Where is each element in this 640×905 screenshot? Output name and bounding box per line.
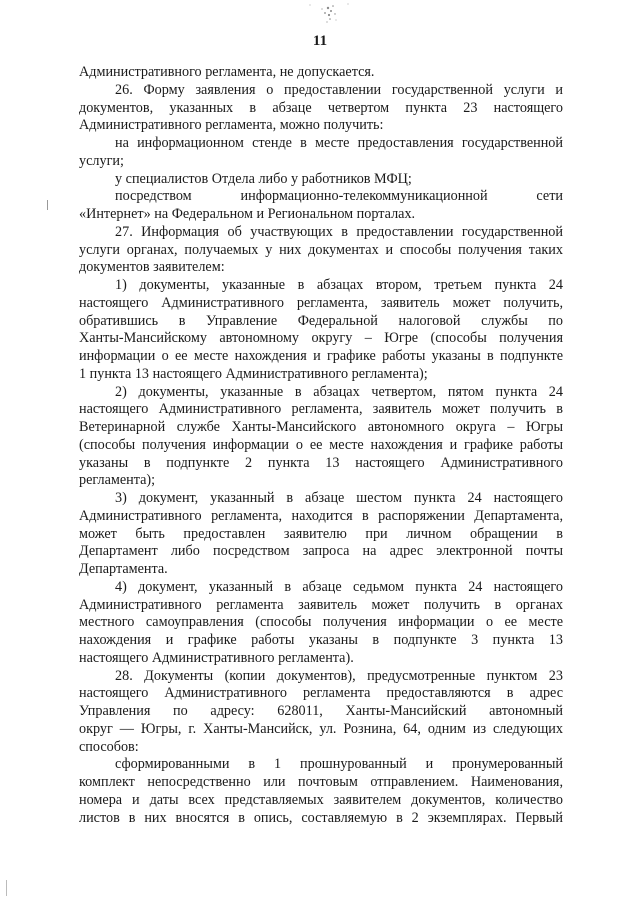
text-line: нахождения и графике работы указаны в подпункте 3 пункта 13 bbox=[79, 632, 563, 648]
text-line: Административного регламента заявитель может получить в органах bbox=[79, 596, 563, 613]
text-line: округ — Югры, г. Ханты-Мансийск, ул. Рознина, 64, одним из следующих bbox=[79, 720, 563, 737]
text-line: Департамент либо посредством запроса на адрес электронной почты bbox=[79, 543, 563, 560]
text-line: документов заявителем: bbox=[79, 259, 225, 276]
text-line: посредством информационно-телекоммуникационной сети bbox=[115, 188, 563, 205]
text-line: листов в них вносятся в опись, составляемую в 2 экземплярах. Первый bbox=[79, 809, 563, 826]
text-line: документов, указанных в абзаце четвертом пункта 23 настоящего bbox=[79, 99, 563, 116]
margin-mark bbox=[47, 200, 52, 210]
text-line: услуги органах, получаемых у них документах и способы получения таких bbox=[79, 241, 563, 258]
text-line: (способы получения информации о ее месте нахождения и графике работы bbox=[79, 436, 563, 453]
text-line: 26. Форму заявления о предоставлении государственной услуги и bbox=[115, 81, 563, 98]
text-line: 1 пункта 13 настоящего Административного регламента); bbox=[79, 365, 428, 382]
text-line: может быть предоставлен заявителю при личном обращении в bbox=[79, 525, 563, 542]
text-line: настоящего Административного регламента, заявитель может получить, bbox=[79, 294, 563, 311]
page-number: 11 bbox=[312, 33, 328, 49]
text-line: Административного регламента, находится в распоряжении Департамента, bbox=[79, 507, 563, 524]
text-line: сформированными в 1 прошнурованный и пронумерованный bbox=[115, 756, 563, 773]
text-line: комплект непосредственно или почтовым отправлением. Наименования, bbox=[79, 774, 563, 790]
text-line: 2) документы, указанные в абзацах четвертом, пятом пункта 24 bbox=[115, 383, 563, 400]
text-line: Департамента. bbox=[79, 561, 168, 577]
text-line: Административного регламента, можно получить: bbox=[79, 117, 384, 134]
text-line: 27. Информация об участвующих в предоставлении государственной bbox=[115, 223, 563, 240]
text-line: информации о ее месте нахождения и графике работы указаны в подпункте bbox=[79, 348, 563, 364]
text-line: номера и даты всех представляемых заявителем документов, количество bbox=[79, 791, 563, 808]
text-line: 28. Документы (копии документов), предусмотренные пунктом 23 bbox=[115, 667, 563, 684]
scan-artifact-icon bbox=[300, 2, 360, 28]
text-line: «Интернет» на Федеральном и Региональном порталах. bbox=[79, 206, 416, 222]
text-line: настоящего Административного регламента, заявитель может получить в bbox=[79, 401, 563, 418]
text-line: на информационном стенде в месте предоставления государственной bbox=[115, 135, 563, 151]
text-line: настоящего Административного регламента предоставляются в адрес bbox=[79, 685, 563, 702]
text-line: услуги; bbox=[79, 152, 124, 169]
text-line: способов: bbox=[79, 738, 139, 755]
text-line: 1) документы, указанные в абзацах втором, третьем пункта 24 bbox=[115, 277, 563, 293]
text-line: местного самоуправления (способы получения информации о ее месте bbox=[79, 614, 563, 631]
text-line: регламента); bbox=[79, 472, 156, 489]
text-line: Ветеринарной службе Ханты-Мансийского автономного округа – Югры bbox=[79, 419, 563, 435]
document-body bbox=[79, 64, 563, 827]
text-line: 3) документ, указанный в абзаце шестом пункта 24 настоящего bbox=[115, 490, 563, 506]
text-line: Ханты-Мансийскому автономному округу – Югре (способы получения bbox=[79, 330, 563, 347]
margin-mark bbox=[6, 880, 17, 896]
text-line: настоящего Административного регламента). bbox=[79, 649, 354, 666]
text-line: обратившись в Управление Федеральной налоговой службы по bbox=[79, 312, 563, 329]
text-line: Административного регламента, не допускается. bbox=[79, 64, 375, 80]
text-line: у специалистов Отдела либо у работников МФЦ; bbox=[115, 170, 412, 187]
text-line: Управления по адресу: 628011, Ханты-Мансийский автономный bbox=[79, 703, 563, 719]
text-line: указаны в подпункте 2 пункта 13 настоящего Административного bbox=[79, 454, 563, 471]
text-line: 4) документ, указанный в абзаце седьмом пункта 24 настоящего bbox=[115, 578, 563, 595]
